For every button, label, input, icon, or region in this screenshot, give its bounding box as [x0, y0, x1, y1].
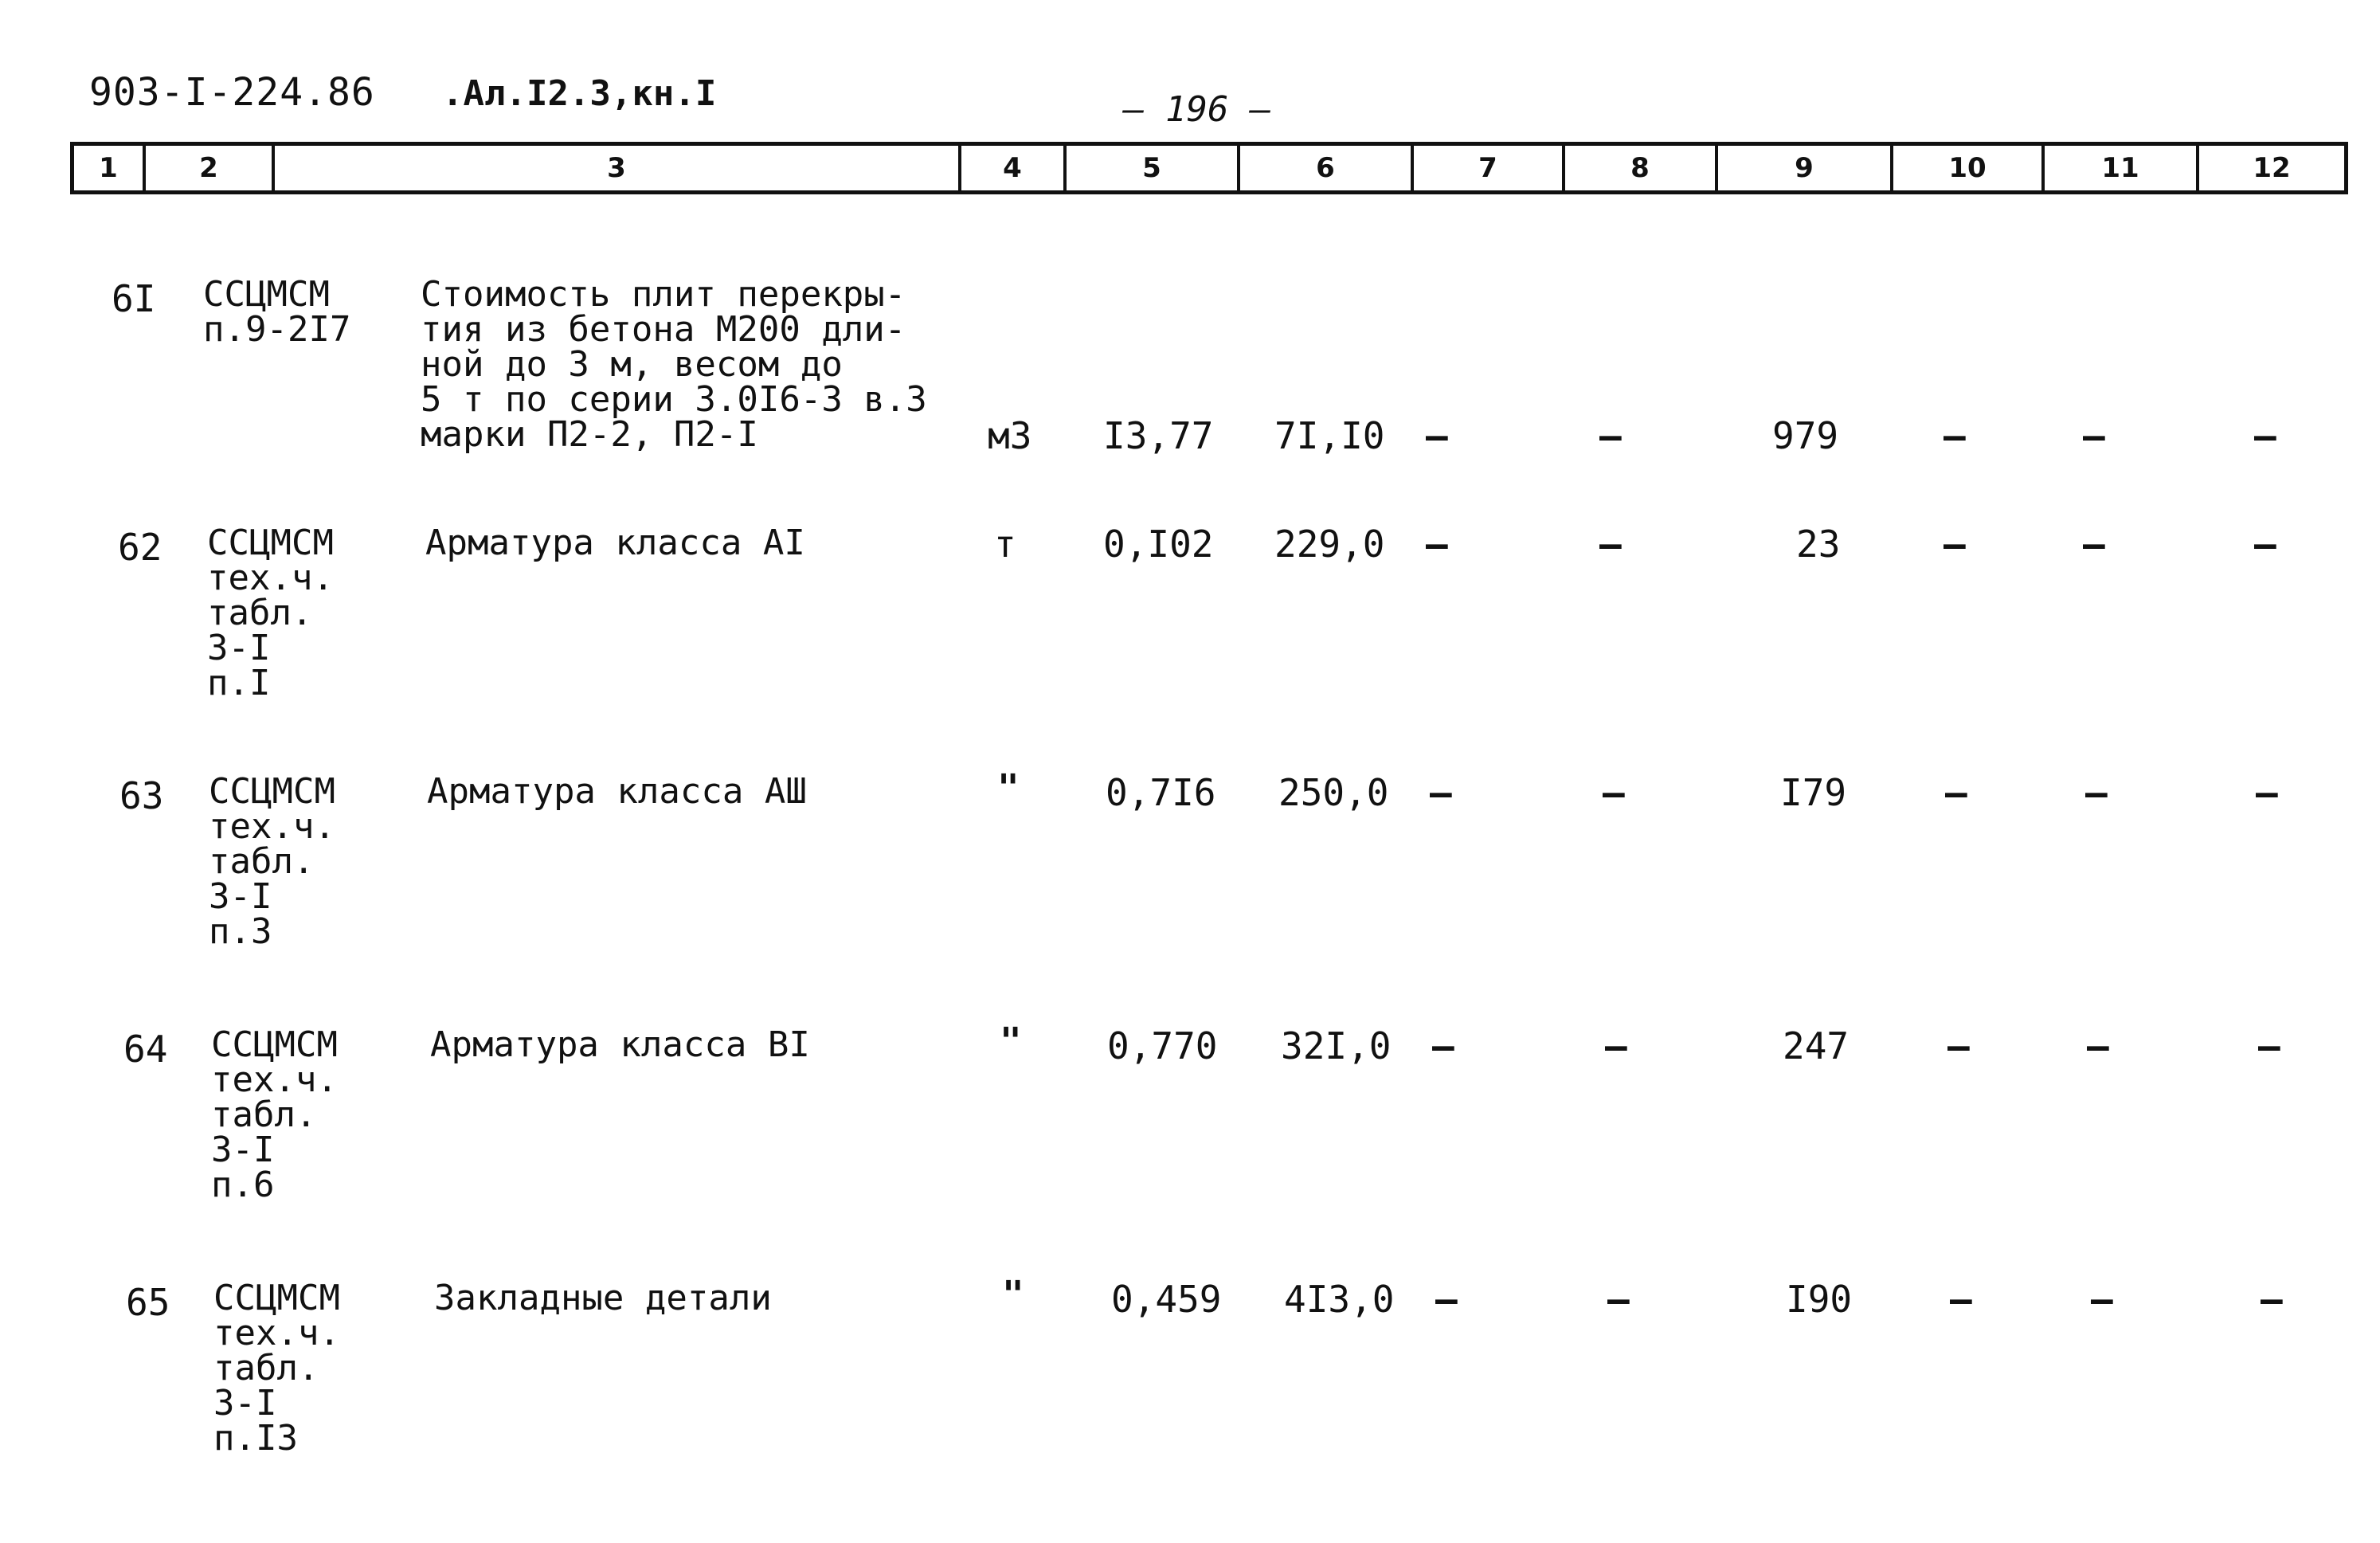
unit-cell: "	[1000, 1020, 1022, 1063]
description-line: тия из бетона М200 дли-	[421, 309, 906, 350]
column-11-cell: –	[2085, 771, 2108, 814]
column-11-cell: –	[2091, 1278, 2113, 1321]
quantity-cell: 0,770	[1107, 1024, 1218, 1067]
price-cell: 250,0	[1278, 771, 1389, 814]
source-line: табл.	[209, 841, 315, 882]
page-number: — 196 —	[1123, 89, 1271, 130]
row-number: 62	[118, 526, 162, 569]
column-7-cell: –	[1426, 523, 1448, 566]
price-cell: 7I,I0	[1274, 414, 1385, 457]
source-line: п.9-2I7	[203, 309, 351, 350]
column-header-5: 5	[1063, 146, 1237, 190]
unit-cell: м3	[988, 414, 1032, 457]
quantity-cell: 0,7I6	[1106, 771, 1216, 814]
source-line: ССЦМСМ	[209, 771, 335, 812]
price-cell: 32I,0	[1281, 1024, 1392, 1067]
total-cell: 247	[1783, 1024, 1850, 1067]
column-header-7: 7	[1411, 146, 1562, 190]
description-line: Стоимость плит перекры-	[421, 274, 906, 315]
description-line: ной до 3 м, весом до	[421, 344, 843, 385]
total-cell: 979	[1772, 414, 1839, 457]
source-line: п.I	[207, 663, 271, 703]
column-11-cell: –	[2083, 523, 2105, 566]
column-8-cell: –	[1599, 414, 1622, 457]
column-10-cell: –	[1950, 1278, 1972, 1321]
source-line: 3-I	[211, 1130, 275, 1170]
price-cell: 4I3,0	[1284, 1278, 1395, 1321]
source-line: тех.ч.	[207, 558, 334, 598]
unit-cell: т	[994, 523, 1016, 566]
source-line: п.3	[209, 911, 272, 952]
quantity-cell: I3,77	[1103, 414, 1214, 457]
row-number: 65	[126, 1281, 170, 1324]
row-number: 64	[123, 1028, 168, 1071]
source-line: п.6	[211, 1165, 275, 1205]
column-header-8: 8	[1562, 146, 1715, 190]
column-12-cell: –	[2254, 414, 2276, 457]
unit-cell: "	[997, 766, 1020, 809]
column-7-cell: –	[1426, 414, 1448, 457]
description-line: 5 т по серии 3.0I6-3 в.3	[421, 379, 927, 420]
source-line: табл.	[211, 1095, 317, 1135]
description-line: Арматура класса BI	[430, 1024, 810, 1065]
source-line: табл.	[213, 1348, 319, 1388]
column-7-cell: –	[1432, 1024, 1454, 1067]
row-number: 6I	[112, 277, 156, 320]
total-cell: I90	[1786, 1278, 1853, 1321]
column-12-cell: –	[2254, 523, 2276, 566]
source-line: тех.ч.	[209, 806, 335, 847]
source-line: табл.	[207, 593, 313, 633]
description-line: Арматура класса АШ	[427, 771, 807, 812]
document-number: 903-I-224.86	[89, 70, 375, 115]
total-cell: I79	[1780, 771, 1847, 814]
column-12-cell: –	[2258, 1024, 2280, 1067]
price-cell: 229,0	[1274, 523, 1385, 566]
source-line: тех.ч.	[213, 1313, 340, 1353]
column-11-cell: –	[2083, 414, 2105, 457]
column-header-row	[70, 142, 2348, 194]
column-8-cell: –	[1607, 1278, 1630, 1321]
column-10-cell: –	[1945, 771, 1967, 814]
column-7-cell: –	[1430, 771, 1452, 814]
source-line: 3-I	[207, 628, 271, 668]
source-line: п.I3	[213, 1418, 298, 1459]
column-10-cell: –	[1944, 523, 1966, 566]
column-11-cell: –	[2087, 1024, 2109, 1067]
total-cell: 23	[1796, 523, 1841, 566]
source-line: ССЦМСМ	[211, 1024, 338, 1065]
column-header-3: 3	[272, 146, 958, 190]
column-header-2: 2	[143, 146, 272, 190]
column-header-10: 10	[1890, 146, 2041, 190]
column-header-4: 4	[958, 146, 1063, 190]
column-header-1: 1	[99, 152, 118, 184]
quantity-cell: 0,I02	[1103, 523, 1214, 566]
column-header-6: 6	[1237, 146, 1411, 190]
quantity-cell: 0,459	[1111, 1278, 1222, 1321]
description-line: Арматура класса АI	[425, 523, 805, 563]
source-line: ССЦМСМ	[203, 274, 330, 315]
column-10-cell: –	[1944, 414, 1966, 457]
source-line: ССЦМСМ	[213, 1278, 340, 1318]
source-line: ССЦМСМ	[207, 523, 334, 563]
column-10-cell: –	[1947, 1024, 1970, 1067]
source-line: 3-I	[209, 876, 272, 917]
album-reference: .Ал.I2.3,кн.I	[442, 73, 717, 114]
column-8-cell: –	[1603, 771, 1625, 814]
description-line: Закладные детали	[434, 1278, 772, 1318]
source-line: 3-I	[213, 1383, 277, 1424]
description-line: марки П2-2, П2-I	[421, 414, 758, 455]
column-12-cell: –	[2256, 771, 2278, 814]
column-header-12: 12	[2196, 146, 2344, 190]
column-12-cell: –	[2261, 1278, 2283, 1321]
column-header-11: 11	[2041, 146, 2196, 190]
row-number: 63	[119, 774, 164, 817]
column-7-cell: –	[1435, 1278, 1458, 1321]
column-header-9: 9	[1715, 146, 1890, 190]
column-8-cell: –	[1599, 523, 1622, 566]
source-line: тех.ч.	[211, 1059, 338, 1100]
column-8-cell: –	[1605, 1024, 1627, 1067]
unit-cell: "	[1002, 1273, 1024, 1316]
